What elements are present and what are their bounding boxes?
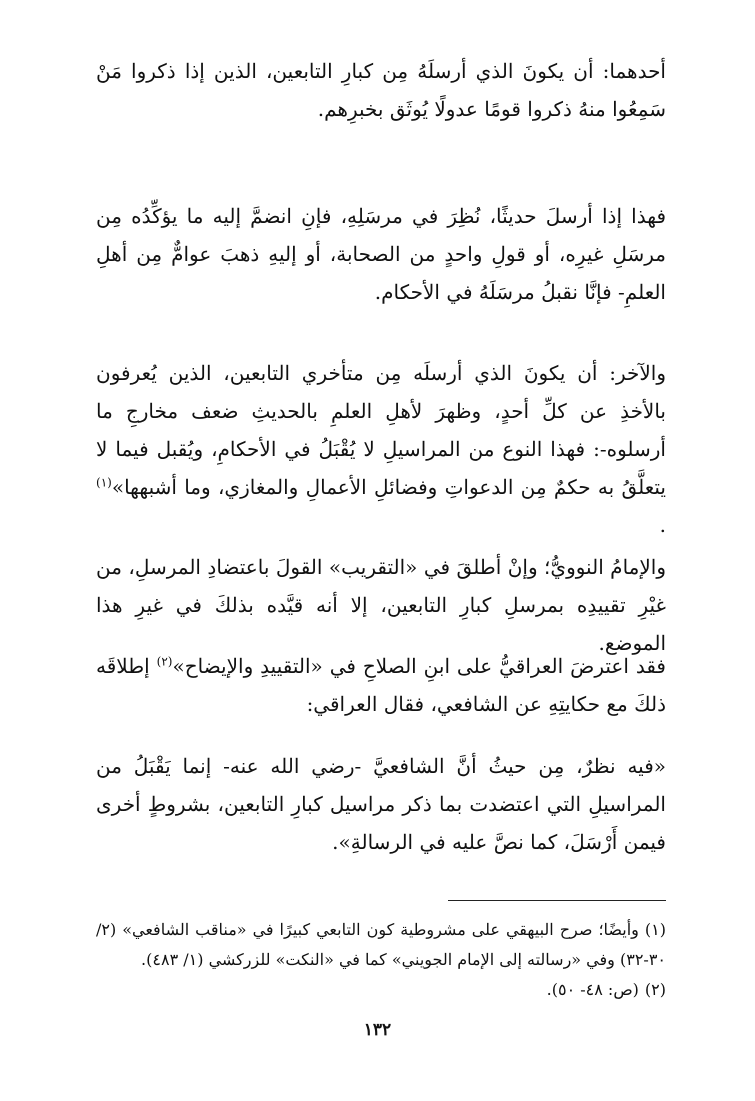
footnote-divider	[448, 900, 666, 901]
footnote-reference[interactable]: (١)	[96, 475, 112, 490]
paragraph-iraqi-objection	[96, 647, 666, 723]
paragraph-text: والإمامُ النوويُّ؛ وإنْ أطلقَ في «التقريب» القولَ باعتضادِ المرسلِ، من غيْرِ تقييدِه بمرسلِ كبارِ التابعين، إلا أنه قيَّده بذلكَ في غيرِ هذا الموضع.	[96, 555, 666, 655]
paragraph-text: والآخر: أن يكونَ الذي أرسلَه مِن متأخري التابعين، الذين يُعرفون بالأخذِ عن كلِّ أحدٍ، وظهرَ لأهلِ العلمِ بالحديثِ ضعف مخارجِ ما أرسلوه-: فهذا النوع من المراسيلِ لا يُقْبَلُ في الأحكامِ، ويُقبل فيما لا يتعلَّقُ به حكمٌ مِن الدعواتِ وفضائلِ الأعمالِ والمغازي، وما أشبهها»	[96, 361, 666, 499]
paragraph-text: أحدهما: أن يكونَ الذي أرسلَهُ مِن كبارِ التابعين، الذين إذا ذكروا مَنْ سَمِعُوا منهُ ذكروا قومًا عدولًا يُوثَق بخبرِهم.	[96, 59, 666, 121]
paragraph-first-type	[96, 52, 666, 128]
footnote-reference[interactable]: (٢)	[156, 654, 173, 669]
paragraph-second-type: والآخر: أن يكونَ الذي أرسلَه مِن متأخري التابعين، الذين يُعرفون بالأخذِ عن كلِّ أحدٍ، وظهرَ لأهلِ العلمِ بالحديثِ ضعف مخارجِ ما أرسلوه-: فهذا النوع من المراسيلِ لا يُقْبَلُ في الأحكامِ، ويُقبل فيما لا يتعلَّقُ به حكمٌ مِن الدعواتِ وفضائلِ الأعمالِ والمغازي، وما أشبهها»$^{(١)}$ .	[96, 361, 666, 537]
paragraph-nawawi	[96, 548, 666, 662]
paragraph-text-after: إطلاقَه ذلكَ مع حكايتِهِ عن الشافعي، فقال العراقي:	[96, 654, 666, 716]
paragraph-text: فهذا إذا أرسلَ حديثًا، نُظِرَ في مرسَلِهِ، فإنِ انضمَّ إليه ما يؤكِّدُه مِن مرسَلِ غيرِه، أو قولِ واحدٍ من الصحابة، أو إليهِ ذهبَ عوامٌّ مِن أهلِ العلمِ- فإنَّا نقبلُ مرسَلَهُ في الأحكام.	[96, 204, 666, 304]
paragraph-ruling-first-type	[96, 197, 666, 311]
footnotes-section	[96, 915, 666, 1005]
page-number: ١٣٢	[363, 1020, 392, 1040]
footnote-marker: (٢)	[644, 980, 666, 999]
footnote-item	[96, 915, 666, 975]
footnote-item	[96, 975, 666, 1005]
paragraph-text-before: فقد اعترضَ العراقيُّ على ابنِ الصلاحِ في «التقييدِ والإيضاح»	[172, 654, 666, 678]
footnote-marker: (١)	[644, 920, 666, 939]
footnote-text: (ص: ٤٨- ٥٠).	[546, 980, 639, 999]
paragraph-quotation	[96, 747, 666, 861]
paragraph-text: «فيه نظرٌ، مِن حيثُ أنَّ الشافعيَّ -رضي الله عنه- إنما يَقْبَلُ من المراسيلِ التي اعتضدت بما ذكر مراسيل كبارِ التابعين، بشروطٍ أخرى فيمن أَرْسَلَ، كما نصَّ عليه في الرسالةِ».	[96, 754, 666, 854]
page-body	[96, 38, 666, 1078]
footnote-text: وأيضًا؛ صرح البيهقي على مشروطية كون التابعي كبيرًا في «مناقب الشافعي» (٢/ ٣٠-٣٢) وفي «رسالته إلى الإمام الجويني» كما في «النكت» للزركشي (١/ ٤٨٣).	[96, 920, 666, 969]
